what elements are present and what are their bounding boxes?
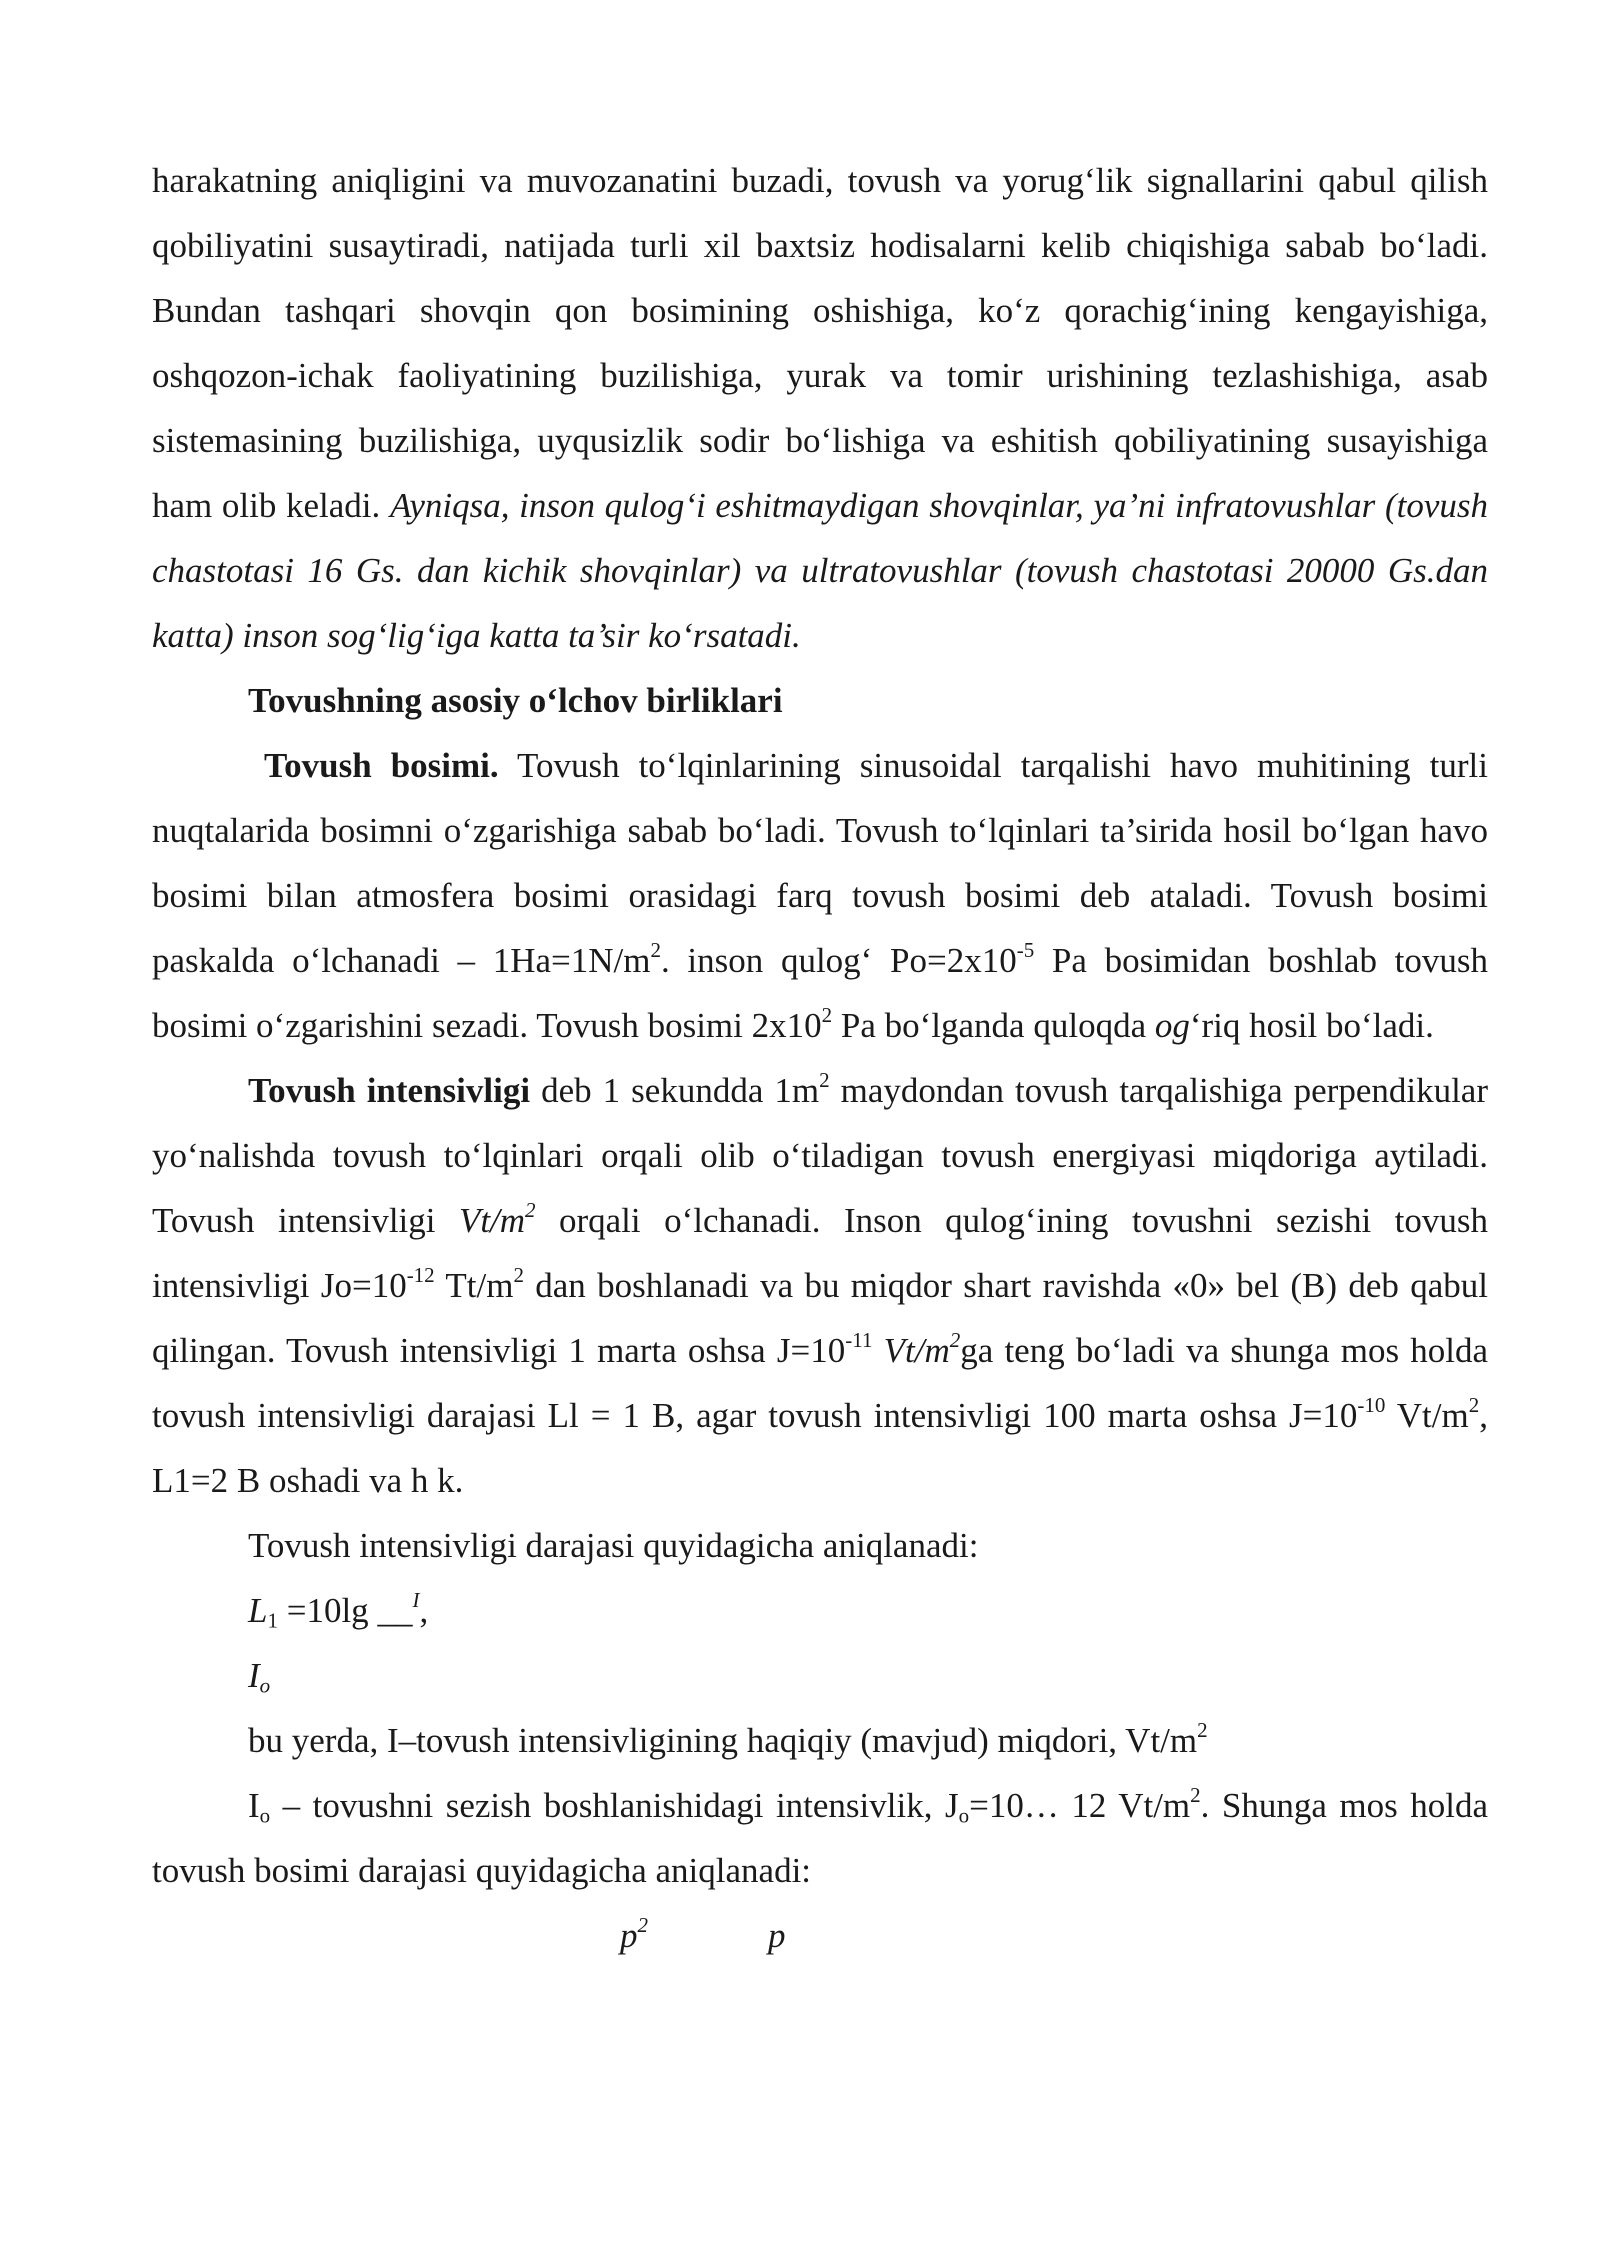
superscript: 2 — [949, 1327, 961, 1352]
text-run: Vt/m — [872, 1331, 950, 1370]
subscript: o — [259, 1673, 271, 1698]
superscript: 2 — [819, 1067, 830, 1092]
formula-intro: Tovush intensivligi darajasi quyidagicha aniqlanadi: — [248, 1526, 979, 1565]
term-sound-pressure: Tovush bosimi. — [264, 746, 499, 785]
italic-unit — [458, 1197, 536, 1240]
text-run: orqali o‘lchanadi. Inson qulog‘ining tovushni sezishi tovush intensivligi Jo=10 — [152, 1201, 1488, 1305]
term-sound-intensity: Tovush intensivligi — [248, 1071, 531, 1110]
fraction-bar: __ — [377, 1591, 413, 1630]
superscript: 2 — [525, 1197, 536, 1222]
superscript: 2 — [821, 1002, 833, 1027]
subscript: 1 — [267, 1608, 278, 1633]
superscript: 2 — [1468, 1392, 1480, 1417]
text-run: Pa bosimidan boshlab tovush bosimi o‘zgarishini sezadi. Tovush bosimi 2x10 — [152, 941, 1488, 1045]
superscript: 2 — [637, 1912, 648, 1937]
formula-text: =10lg — [277, 1591, 378, 1630]
formula-text: , — [419, 1591, 429, 1630]
formula-legend-io — [152, 1773, 1488, 1903]
text-run: Pa bo‘lganda quloqda — [832, 1006, 1155, 1045]
fraction-denominator: I — [248, 1656, 260, 1695]
text-run: Tovush to‘lqinlarining sinusoidal tarqalishi havo muhitining turli nuqtalarida bosimni o‘zgarishiga sabab bo‘ladi. Tovush to‘lqinlari ta’sirida hosil bo‘lgan havo bosimi bilan atmosfera bosimi orasidagi farq tovush bosimi deb ataladi. Tovush bosimi paskalda o‘lchanadi – 1Ha=1N/m — [152, 746, 1488, 980]
text-run: I — [248, 1786, 260, 1825]
superscript: -11 — [845, 1327, 873, 1352]
italic-run: og — [1154, 1006, 1190, 1045]
text-run: =10… 12 Vt/m — [969, 1786, 1191, 1825]
formula-intensity-level — [152, 1578, 1488, 1643]
document-page — [152, 148, 1488, 1968]
italic-unit — [872, 1327, 961, 1370]
formula-legend-i — [152, 1708, 1488, 1773]
text-run: bu yerda, I–tovush intensivligining haqiqiy (mavjud) miqdori, Vt/m — [248, 1721, 1198, 1760]
text-run: . Shunga mos holda tovush bosimi darajasi quyidagicha aniqlanadi: — [152, 1786, 1488, 1890]
paragraph-sound-pressure — [152, 733, 1488, 1058]
text-run: Tt/m — [434, 1266, 514, 1305]
formula-p: p — [768, 1916, 786, 1955]
superscript: -5 — [1016, 937, 1035, 962]
text-run: ga teng bo‘ladi va shunga mos holda tovush intensivligi darajasi Ll = 1 B, agar tovush intensivligi 100 marta oshsa J=10 — [152, 1331, 1488, 1435]
formula-denominator — [152, 1643, 1488, 1708]
subscript: o — [259, 1803, 271, 1828]
formula-symbol: L — [248, 1591, 268, 1630]
text-run: Vt/m — [458, 1201, 526, 1240]
text-run: , L1=2 B oshadi va h k. — [152, 1396, 1488, 1500]
fraction-numerator: I — [412, 1587, 420, 1612]
subscript: o — [958, 1803, 970, 1828]
formula-p-squared — [620, 1903, 648, 1968]
superscript: 2 — [650, 937, 661, 962]
formula-pressure-level — [152, 1903, 1488, 1968]
formula-symbol: p — [620, 1916, 638, 1955]
text-run: dan boshlanadi va bu miqdor shart ravishda «0» bel (B) deb qabul qilingan. Tovush intensivligi 1 marta oshsa J=10 — [152, 1266, 1488, 1370]
paragraph-health-effects — [152, 148, 1488, 668]
text-run: – tovushni sezish boshlanishidagi intensivlik, J — [270, 1786, 959, 1825]
text-run: deb 1 sekundda 1m — [530, 1071, 820, 1110]
text-run: Vt/m — [1385, 1396, 1469, 1435]
text-run: maydondan tovush tarqalishiga perpendikular yo‘nalishda tovush to‘lqinlari orqali olib o‘tiladigan tovush energiyasi miqdoriga aytiladi. Tovush intensivligi — [152, 1071, 1488, 1240]
italic-emphasis: Ayniqsa, inson qulog‘i eshitmaydigan shovqinlar, ya’ni infratovushlar (tovush chastotasi 16 Gs. dan kichik shovqinlar) va ultratovushlar (tovush chastotasi 20000 Gs.dan katta) inson sog‘lig‘iga katta ta’sir ko‘rsatadi. — [152, 486, 1488, 655]
paragraph-sound-intensity — [152, 1058, 1488, 1513]
superscript: 2 — [513, 1262, 524, 1287]
superscript: -12 — [406, 1262, 435, 1287]
section-heading: Tovushning asosiy o‘lchov birliklari — [248, 681, 783, 720]
superscript: -10 — [1357, 1392, 1386, 1417]
superscript: 2 — [1190, 1782, 1201, 1807]
superscript: 2 — [1197, 1717, 1208, 1742]
text-run: ‘riq hosil bo‘ladi. — [1189, 1006, 1434, 1045]
paragraph-text: harakatning aniqligini va muvozanatini buzadi, tovush va yorug‘lik signallarini qabul qilish qobiliyatini susaytiradi, natijada turli xil baxtsiz hodisalarni kelib chiqishiga sabab bo‘ladi. Bundan tashqari shovqin qon bosimining oshishiga, ko‘z qorachig‘ining kengayishiga, oshqozon-ichak faoliyatining buzilishiga, yurak va tomir urishining tezlashishiga, asab sistemasining buzilishiga, uyqusizlik sodir bo‘lishiga va eshitish qobiliyatining susayishiga ham olib keladi. — [152, 161, 1488, 525]
text-run: . inson qulog‘ Po=2x10 — [660, 941, 1017, 980]
